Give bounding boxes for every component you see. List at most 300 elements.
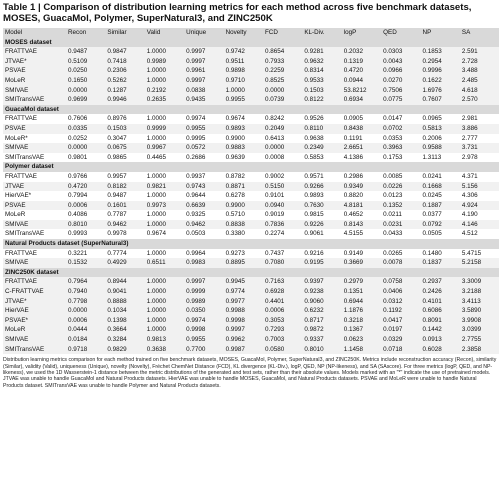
column-header: FCD [263,28,302,38]
metric-cell: 3.5890 [461,307,482,315]
metric-cell: 0.7607 [422,96,442,104]
metric-cell: 0.7787 [107,211,127,219]
metric-cell: 0.9996 [421,66,460,76]
metric-cell: 53.8212 [342,86,381,96]
metric-cell: 1.0000 [145,220,184,230]
metric-cell: 0.0147 [383,115,403,123]
metric-cell: 0.0000 [66,143,105,153]
metric-cell: 0.0944 [343,76,363,84]
metric-cell: 0.0085 [383,172,403,180]
metric-cell: 0.1480 [422,249,442,257]
metric-cell: 0.5853 [304,153,324,161]
metric-cell: 1.0000 [146,307,167,315]
metric-cell: 0.9955 [225,96,245,104]
metric-cell: 0.9699 [68,96,88,104]
model-name-cell: MoLeR [5,76,26,84]
metric-cell: 0.1622 [422,76,442,84]
metric-cell: 0.9893 [304,192,324,200]
metric-cell: 0.1887 [421,201,460,211]
metric-cell: 1.0000 [145,66,184,76]
section-title: Polymer dataset [3,162,499,172]
metric-cell: 0.0252 [68,134,88,142]
metric-cell: 0.9710 [225,76,245,84]
metric-cell: 2.7755 [460,335,499,345]
metric-cell: 0.0623 [342,335,381,345]
metric-cell: 0.0739 [264,96,285,104]
metric-cell: 0.0702 [381,124,420,134]
metric-cell: 3.488 [460,66,499,76]
metric-cell: 1.0000 [146,115,167,123]
metric-cell: 0.9945 [224,277,263,287]
metric-cell: 0.9955 [184,335,223,345]
metric-cell: 0.6028 [422,345,442,353]
metric-cell: 0.9821 [145,182,184,192]
metric-cell: 0.0572 [184,143,223,153]
metric-cell: 0.0433 [383,230,403,238]
metric-cell: 0.2954 [422,57,442,65]
metric-cell: 0.9997 [186,76,206,84]
metric-cell: 0.8717 [302,316,341,326]
metric-cell: 0.9397 [302,277,341,287]
metric-cell: 0.1352 [381,201,420,211]
metric-cell: 0.2192 [145,86,184,96]
metric-cell: 0.7630 [302,201,341,211]
metric-cell: 3.886 [460,124,499,134]
metric-cell: 0.0335 [66,124,105,134]
metric-cell: 0.0503 [186,230,206,238]
metric-cell: 1.0000 [145,297,184,307]
table-row [3,325,499,335]
metric-cell: 1.3113 [422,153,442,161]
metric-cell: 0.9801 [68,153,88,161]
metric-cell: 0.0000 [263,143,302,153]
metric-cell: 0.9216 [304,249,324,257]
metric-cell: 0.0265 [383,249,403,257]
model-name-cell: MoLeR* [5,134,28,142]
metric-cell: 1.0000 [146,172,167,180]
metric-cell: 0.7437 [264,249,285,257]
model-name-cell: FRATTVAE [3,47,66,57]
metric-cell: 0.3053 [263,316,302,326]
metric-cell: 1.0000 [145,277,184,287]
table-row [3,143,499,153]
metric-cell: 1.6976 [421,86,460,96]
metric-cell: 0.0006 [264,307,285,315]
model-name-cell: HierVAE* [5,192,32,200]
metric-cell: 0.0000 [68,307,88,315]
metric-cell: 0.1503 [105,124,144,134]
metric-cell: 0.9987 [225,345,245,353]
metric-cell: 0.9195 [302,258,341,268]
metric-cell: 0.8010 [304,345,324,353]
metric-cell: 0.1287 [105,86,144,96]
model-name-cell: C-FRATTVAE [5,288,44,296]
metric-cell: 1.1458 [343,345,363,353]
metric-cell: 0.2986 [343,172,363,180]
table-row [3,182,499,192]
metric-cell: 0.0417 [381,316,420,326]
metric-cell: 0.2426 [422,288,442,296]
metric-cell: 5.156 [460,182,499,192]
metric-cell: 0.3047 [107,134,127,142]
column-header: Novelty [224,28,263,38]
metric-cell: 2.728 [461,57,478,65]
column-header: Model [3,28,66,38]
metric-cell: 0.8314 [302,66,341,76]
metric-cell: 4.146 [460,220,499,230]
metric-cell: 0.9998 [224,316,263,326]
metric-cell: 4.306 [461,192,478,200]
model-name-cell: SMITransVAE [5,345,45,353]
metric-cell: 0.0312 [381,297,420,307]
metric-cell: 0.8654 [263,47,302,57]
metric-cell: 0.1319 [343,57,363,65]
metric-cell: 0.9526 [304,115,324,123]
metric-cell: 0.9644 [186,192,206,200]
metric-cell: 0.0353 [383,134,403,142]
metric-cell: 0.1192 [383,307,402,315]
table-header [3,28,499,38]
metric-cell: 0.2032 [342,47,381,57]
footnote-paragraph: Distribution learning metrics comparison for each method trained on five benchmark datasets, MOSES, GuacaMol, Polymer, SuperNatural3, and ZINC250K. Metrics include reconstruction accuracy (Recon), similarity (Similar), validity (Valid), uniqueness (Unique), novelty (Novelty), Fréchet ChemNet Distance (FCD), KL divergence (KL-Div.), logP, QED, NP (NP-likeness), and SA (SAscore). For three metrics (logP, QED, and NP-likeness), we used the 1D Wasserstein-1 distance between the metric distributions of the generated and test sets, rather than their absolute values. Models marked with an "*" indicate the use of pretrained models. [3,357,497,376]
metric-cell: 0.7080 [263,258,302,268]
table-title: Table 1 | Comparison of distribution learning metrics for each method across five benchmark datasets, MOSES, GuacaMol, Polymer, SuperNatural3, and ZINC250K [3,2,472,24]
table-row [3,306,499,316]
metric-cell: 0.9995 [186,134,206,142]
table-row [3,153,499,163]
table-row [3,297,499,307]
column-header: QED [381,28,420,38]
metric-cell: 0.9815 [304,211,324,219]
metric-cell: 0.9571 [304,172,324,180]
metric-cell: 0.8091 [421,316,460,326]
metric-cell: 0.9266 [302,182,341,192]
metric-cell: 0.3963 [381,143,420,153]
metric-cell: 0.9997 [184,47,223,57]
metric-cell: 0.0006 [66,316,105,326]
metric-cell: 0.2006 [422,134,442,142]
metric-cell: 0.9766 [68,172,88,180]
metric-cell: 0.8976 [107,115,127,123]
metric-cell: 0.8010 [66,220,105,230]
metric-cell: 2.777 [461,134,478,142]
metric-cell: 0.3218 [342,316,381,326]
metric-cell: 0.9742 [224,47,263,57]
model-name-cell: SMIVAE [3,220,66,230]
model-name-cell: PSVAE [3,124,66,134]
table-row [3,210,499,220]
metric-cell: 0.0377 [422,211,442,219]
metric-cell: 0.6944 [342,297,381,307]
metric-cell: 0.8110 [302,124,341,134]
metric-cell: 0.2937 [421,277,460,287]
metric-cell: 0.7293 [264,326,285,334]
model-name-cell: FRATTVAE [3,277,66,287]
metric-cell: 0.9989 [184,297,223,307]
metric-cell: 1.0000 [145,316,184,326]
metric-cell: 0.9462 [105,220,144,230]
metric-cell: 2.981 [461,115,478,123]
metric-cell: 0.1398 [105,316,144,326]
table-row [3,86,499,96]
metric-cell: 0.9349 [342,182,381,192]
model-name-cell: SMIVAE [3,335,66,345]
metric-cell: 0.7774 [107,249,127,257]
metric-cell: 0.1650 [68,76,88,84]
metric-cell: 0.9893 [224,124,263,134]
metric-cell: 0.6086 [422,307,442,315]
metric-cell: 0.0123 [383,192,403,200]
metric-cell: 0.9898 [224,66,263,76]
metric-cell: 0.9674 [146,230,167,238]
metric-cell: 0.8143 [342,220,381,230]
metric-cell: 0.9813 [145,335,184,345]
metric-cell: 0.4720 [342,66,381,76]
metric-cell: 0.9900 [224,201,263,211]
model-name-cell: FRATTVAE [5,249,37,257]
metric-cell: 0.9060 [302,297,341,307]
metric-cell: 0.7964 [66,277,105,287]
table-row [3,76,499,86]
metric-cell: 0.0211 [383,211,402,219]
metric-cell: 0.9955 [184,124,223,134]
metric-cell: 0.2274 [264,230,285,238]
metric-cell: 4.190 [461,211,478,219]
metric-cell: 0.8182 [105,182,144,192]
metric-cell: 0.0758 [381,277,420,287]
metric-cell: 0.9226 [302,220,341,230]
metric-cell: 0.0838 [184,86,223,96]
metric-cell: 0.9997 [184,277,223,287]
metric-cell: 0.8525 [264,76,285,84]
column-header: logP [342,28,381,38]
metric-cell: 0.9337 [302,335,341,345]
table-row [3,57,499,67]
metric-cell: 0.9847 [105,47,144,57]
metric-cell: 0.7940 [68,288,88,296]
table-row [3,201,499,211]
metric-cell: 0.9238 [304,288,324,296]
metric-cell: 0.3669 [342,258,381,268]
metric-cell: 0.0241 [422,172,442,180]
section-header-row [3,38,499,48]
section-header-row [3,239,499,249]
table-footnote [3,357,498,389]
table-row [3,66,499,76]
section-header-row [3,268,499,278]
metric-cell: 0.9325 [186,211,206,219]
metric-cell: 0.6639 [184,201,223,211]
metric-cell: 3.731 [460,143,499,153]
metric-cell: 1.0000 [146,326,167,334]
table-row [3,258,499,268]
metric-cell: 0.1601 [105,201,144,211]
metric-cell: 4.924 [460,201,499,211]
metric-cell: 0.9743 [184,182,223,192]
metric-cell: 0.9967 [145,143,184,153]
metric-cell: 0.9872 [304,326,324,334]
metric-cell: 0.0718 [383,345,403,353]
section-title: Natural Products dataset (SuperNatural3) [3,239,499,249]
model-name-cell: SMIVAE [3,86,66,96]
metric-cell: 0.9588 [421,143,460,153]
table-row [3,316,499,326]
metric-cell: 0.9973 [145,201,184,211]
metric-cell: 0.1753 [383,153,403,161]
model-name-cell: PSVAE [3,66,66,76]
metric-cell: 0.0043 [383,57,403,65]
metric-cell: 0.8820 [343,192,363,200]
section-title: MOSES dataset [3,38,499,48]
metric-cell: 0.9997 [186,57,206,65]
metric-cell: 4.512 [461,230,478,238]
metric-cell: 0.9638 [304,134,324,142]
table-row [3,249,499,259]
table-row [3,220,499,230]
metric-cell: 0.1503 [302,86,341,96]
metric-cell: 2.978 [461,153,478,161]
metric-cell: 0.7994 [68,192,88,200]
metric-cell: 1.0000 [146,288,167,296]
metric-cell: 0.7506 [381,86,420,96]
metric-cell: 0.9101 [264,192,285,200]
metric-cell: 0.2979 [342,277,381,287]
metric-cell: 0.7163 [263,277,302,287]
metric-cell: 1.0000 [224,86,263,96]
metric-cell: 0.0000 [66,86,105,96]
metric-cell: 0.9273 [225,249,245,257]
metric-cell: 0.9964 [186,249,206,257]
metric-cell: 4.371 [461,172,478,180]
metric-cell: 0.3638 [146,345,167,353]
metric-cell: 0.2306 [105,66,144,76]
metric-cell: 0.0905 [343,115,363,123]
metric-cell: 2.485 [461,76,478,84]
metric-cell: 0.4086 [68,211,88,219]
metric-cell: 0.9002 [264,172,285,180]
metric-cell: 0.5813 [421,124,460,134]
model-name-cell: HierVAE [5,307,29,315]
table-row [3,47,499,57]
metric-cell: 0.0965 [422,115,442,123]
metric-cell: 0.0303 [381,47,420,57]
metric-cell: 0.6278 [225,192,245,200]
model-name-cell: JTVAE* [3,297,66,307]
metric-cell: 0.0675 [105,143,144,153]
model-name-cell: PSVAE [3,201,66,211]
metric-cell: 0.8122 [304,96,324,104]
metric-cell: 0.9998 [186,326,206,334]
metric-cell: 0.0406 [383,288,403,296]
metric-cell: 0.2259 [263,66,302,76]
metric-cell: 0.9957 [107,172,127,180]
metric-cell: 0.5710 [225,211,245,219]
metric-cell: 0.0231 [381,220,420,230]
metric-cell: 0.7606 [68,115,88,123]
metric-cell: 0.0184 [66,335,105,345]
metric-cell: 0.9674 [225,115,245,123]
model-name-cell: MoLeR [5,211,26,219]
metric-cell: 0.7798 [66,297,105,307]
metric-cell: 1.0000 [146,134,167,142]
metric-cell: 0.2686 [186,153,206,161]
column-header: Valid [145,28,184,38]
column-header: KL-Div. [302,28,341,38]
table-row [3,114,499,124]
section-title: GuacaMol dataset [3,105,499,115]
table-row [3,335,499,345]
metric-cell: 0.9487 [66,47,105,57]
metric-cell: 0.9977 [224,297,263,307]
metric-cell: 0.2635 [146,96,167,104]
metric-cell: 0.6232 [304,307,324,315]
table-row [3,277,499,287]
table-row [3,124,499,134]
column-header: Unique [184,28,223,38]
metric-cell: 0.6511 [145,258,184,268]
model-name-cell: SMITransVAE [5,96,45,104]
metric-cell: 0.8888 [105,297,144,307]
metric-cell: 5.2158 [460,258,499,268]
metric-cell: 0.7933 [264,57,285,65]
metric-cell: 0.9632 [304,57,324,65]
metric-cell: 0.1442 [422,326,442,334]
column-header: NP [421,28,460,38]
metric-cell: 0.9149 [343,249,363,257]
model-name-cell: FRATTVAE [5,115,37,123]
header-row [3,28,499,38]
metric-cell: 0.8242 [264,115,285,123]
metric-cell: 0.9961 [184,66,223,76]
table-row [3,345,499,355]
metric-cell: 0.0000 [263,86,302,96]
metric-cell: 0.9974 [186,115,206,123]
metric-cell: 0.0913 [421,335,460,345]
metric-cell: 0.4101 [421,297,460,307]
metric-cell: 0.8871 [224,182,263,192]
metric-cell: 0.9983 [184,258,223,268]
metric-cell: 0.8944 [105,277,144,287]
metric-cell: 0.9718 [68,345,88,353]
metric-cell: 4.8181 [342,201,381,211]
table-row [3,191,499,201]
metric-cell: 0.9774 [225,288,245,296]
metric-cell: 0.9019 [264,211,285,219]
metric-cell: 0.3664 [107,326,127,334]
metric-cell: 0.6413 [264,134,285,142]
metric-cell: 1.0000 [146,192,167,200]
metric-cell: 0.9997 [225,326,245,334]
model-name-cell: SMITransVAE [5,153,45,161]
metric-cell: 1.0000 [146,76,167,84]
metric-cell: 4.618 [460,86,499,96]
metric-cell: 0.9041 [107,288,127,296]
model-name-cell: JTVAE* [5,57,27,65]
metric-cell: 0.9462 [184,220,223,230]
metric-cell: 0.9281 [302,47,341,57]
metric-cell: 3.0399 [461,326,482,334]
metric-cell: 0.8895 [224,258,263,268]
table-row [3,172,499,182]
metric-cell: 3.4113 [460,297,499,307]
metric-cell: 3.9908 [460,316,499,326]
metric-cell: 0.9435 [186,96,206,104]
metric-cell: 3.2188 [461,288,482,296]
metric-cell: 0.9999 [186,288,206,296]
metric-cell: 0.9883 [224,143,263,153]
metric-cell: 0.9511 [225,57,245,65]
metric-cell: 0.9962 [224,335,263,345]
